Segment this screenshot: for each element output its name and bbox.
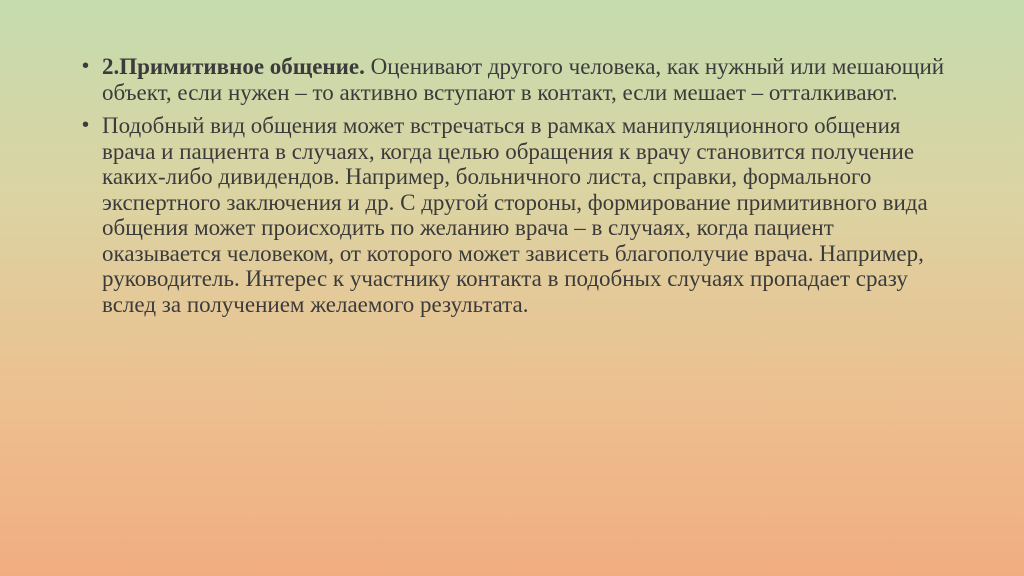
bullet-lead-text: 2.Примитивное общение. [102, 54, 365, 79]
bullet-item-manipulative-communication [78, 113, 958, 317]
bullet-list [78, 54, 958, 325]
bullet-dot-icon: • [82, 55, 90, 77]
bullet-body-text: Оценивают другого человека, как нужный или мешающий объект, если нужен – то активно вступают в контакт, если мешает – отталкивают. [102, 54, 945, 105]
bullet-body-text: Подобный вид общения может встречаться в рамках манипуляционного общения врача и пациента в случаях, когда целью обращения к врачу становится получение каких-либо дивидендов. Например, больничного листа, справки, формального экспертного заключения и др. С другой стороны, формирование примитивного вида общения может происходить по желанию врача – в случаях, когда пациент оказывается человеком, от которого может зависеть благополучие врача. Например, руководитель. Интерес к участнику контакта в подобных случаях пропадает сразу вслед за получением желаемого результата. [102, 113, 928, 317]
bullet-item-primitive-communication [78, 54, 958, 105]
bullet-dot-icon: • [82, 114, 90, 136]
